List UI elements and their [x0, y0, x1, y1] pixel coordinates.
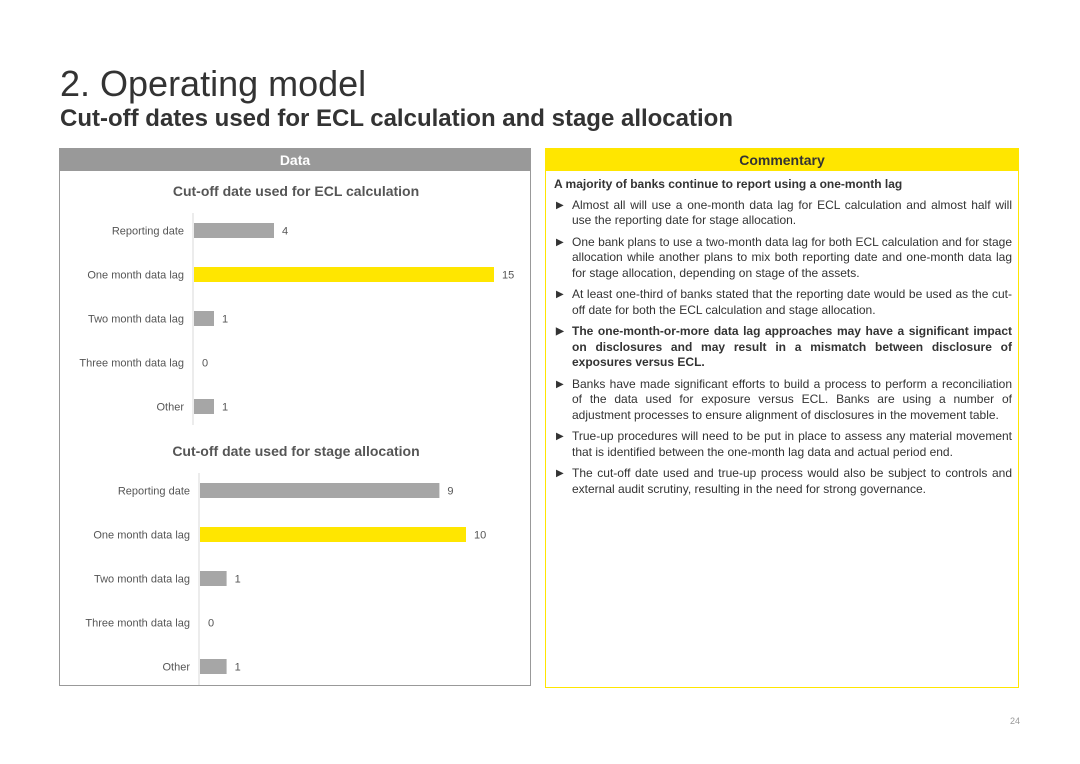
bar: [194, 311, 214, 326]
category-label: Two month data lag: [93, 573, 190, 586]
commentary-bullet-text: The cut-off date used and true-up process would also be subject to controls and external audit scrutiny, resulting in the need for strong governance.: [572, 466, 1012, 496]
chart-ecl-calculation: [60, 213, 532, 433]
triangle-right-icon: ▶: [556, 289, 564, 300]
commentary-lead: A majority of banks continue to report using a one-month lag: [554, 177, 903, 191]
data-label: 1: [222, 401, 229, 414]
triangle-right-icon: ▶: [556, 236, 564, 248]
chart-title-stage: Cut-off date used for stage allocation: [172, 443, 420, 459]
commentary-panel-heading: Commentary: [546, 149, 1018, 171]
commentary-bullet-text: At least one-third of banks stated that the reporting date would be used as the cut-off date for both the ECL calculation and stage allocation.: [572, 287, 1012, 317]
commentary-bullet: [554, 377, 1012, 424]
data-panel-heading: Data: [60, 149, 530, 171]
data-label: 0: [202, 357, 209, 370]
category-label: One month data lag: [87, 269, 184, 282]
data-label: 9: [447, 485, 454, 498]
bar: [194, 399, 214, 414]
data-label: 0: [208, 617, 215, 630]
commentary-bullet-text: The one-month-or-more data lag approaches may have a significant impact on disclosures and may result in a mismatch between disclosure of exposures versus ECL.: [572, 324, 1012, 369]
commentary-panel: [545, 148, 1019, 688]
category-label: Reporting date: [111, 225, 184, 238]
bar: [194, 223, 274, 238]
category-label: Three month data lag: [85, 617, 190, 630]
commentary-bullet: [554, 429, 1012, 460]
bar: [200, 527, 466, 542]
chart-title-ecl: Cut-off date used for ECL calculation: [172, 183, 420, 199]
data-label: 1: [222, 313, 229, 326]
commentary-bullet: [554, 287, 1012, 318]
commentary-bullet: [554, 466, 1012, 497]
data-label: 10: [474, 529, 487, 542]
triangle-right-icon: ▶: [556, 468, 564, 479]
commentary-bullet-text: One bank plans to use a two-month data lag for both ECL calculation and for stage allocation while another plans to mix both reporting date and one-month data lag for stage allocation, depending on stage of the assets.: [572, 234, 1012, 280]
data-label: 15: [502, 269, 515, 282]
bar: [200, 571, 227, 586]
bar: [200, 659, 227, 674]
page-number: 24: [1009, 716, 1020, 726]
category-label: Reporting date: [117, 485, 190, 498]
category-label: Other: [156, 401, 184, 414]
data-panel: [59, 148, 531, 686]
triangle-right-icon: ▶: [556, 326, 564, 337]
data-label: 4: [282, 225, 289, 238]
page-title: 2. Operating model: [60, 63, 367, 104]
commentary-bullets: [554, 198, 1012, 498]
triangle-right-icon: ▶: [556, 378, 564, 390]
commentary-bullet: [554, 324, 1012, 371]
data-label: 1: [234, 661, 241, 674]
category-label: Two month data lag: [87, 313, 184, 326]
commentary-bullet-text: Banks have made significant efforts to build a process to perform a reconciliation of the data used for exposure versus ECL. Banks are using a number of adjustment processes to ensure alignment of disclosures in the movement table.: [572, 376, 1012, 422]
category-label: Three month data lag: [79, 357, 184, 370]
page-subtitle: Cut-off dates used for ECL calculation and stage allocation: [60, 105, 733, 132]
chart-stage-allocation: [60, 473, 532, 695]
commentary-bullet: [554, 198, 1012, 229]
category-label: Other: [162, 661, 190, 674]
commentary-bullet: [554, 235, 1012, 282]
bar: [194, 267, 494, 282]
data-label: 1: [234, 573, 241, 586]
bar: [200, 483, 439, 498]
commentary-bullet-text: True-up procedures will need to be put in place to assess any material movement that is identified between the one-month lag data and actual period end.: [572, 429, 1012, 459]
triangle-right-icon: ▶: [556, 431, 564, 442]
triangle-right-icon: ▶: [556, 199, 564, 211]
category-label: One month data lag: [93, 529, 190, 542]
commentary-bullet-text: Almost all will use a one-month data lag for ECL calculation and almost half will use the reporting date for stage allocation.: [572, 197, 1012, 227]
